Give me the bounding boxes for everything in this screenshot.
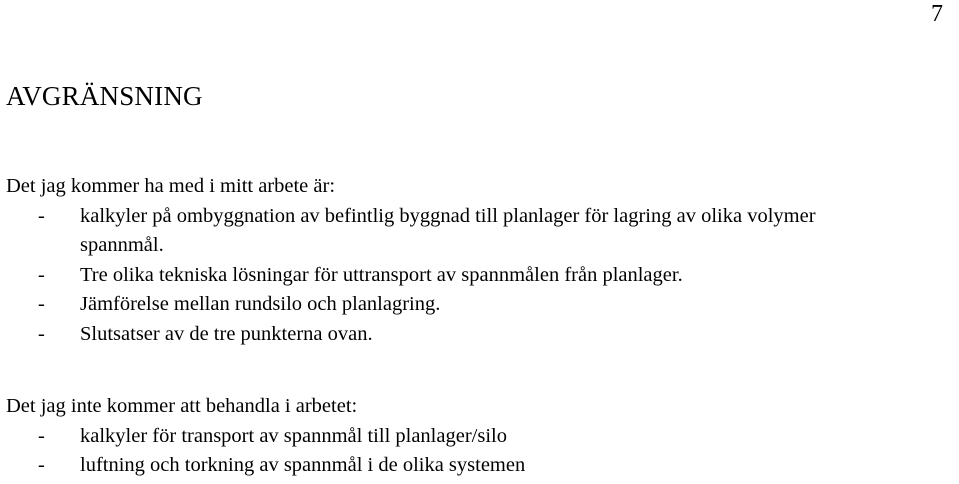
list-dash: - <box>38 322 45 345</box>
section-heading: AVGRÄNSNING <box>6 81 203 111</box>
list-item <box>6 422 891 452</box>
excluded-section <box>6 392 891 481</box>
list-item-text: luftning och torkning av spannmål i de olika systemen <box>80 454 526 476</box>
list-item-text: Jämförelse mellan rundsilo och planlagring. <box>80 293 441 315</box>
list-dash: - <box>38 454 45 476</box>
list-dash: - <box>38 293 45 315</box>
list-item <box>6 290 891 320</box>
list-item <box>6 320 891 350</box>
list-item-text: Tre olika tekniska lösningar för uttransport av spannmålen från planlager. <box>80 263 683 286</box>
list-item-text: kalkyler på ombyggnation av befintlig byggnad till planlager för lagring av olika volymer spannmål. <box>80 204 816 256</box>
list-item <box>6 202 891 261</box>
list-dash: - <box>38 424 45 447</box>
list-dash: - <box>38 204 45 227</box>
included-list <box>6 202 891 350</box>
included-section <box>6 172 891 349</box>
list-dash: - <box>38 263 45 286</box>
list-item <box>6 261 891 291</box>
page-number: 7 <box>931 1 943 27</box>
excluded-intro: Det jag inte kommer att behandla i arbetet: <box>6 395 358 417</box>
list-item <box>6 451 891 481</box>
list-item-text: Slutsatser av de tre punkterna ovan. <box>80 322 373 345</box>
included-intro: Det jag kommer ha med i mitt arbete är: <box>6 175 336 197</box>
list-item-text: kalkyler för transport av spannmål till planlager/silo <box>80 424 507 447</box>
excluded-list <box>6 422 891 481</box>
